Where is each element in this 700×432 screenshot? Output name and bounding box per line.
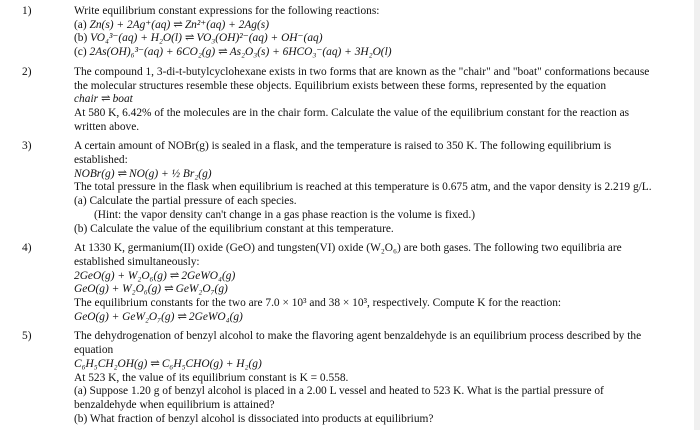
problem-number: 5) <box>22 330 32 343</box>
equilibrium-arrow-icon: ⇌ <box>169 269 179 282</box>
equation-rhs: As₂O₃(s) + 6HCO₃⁻(aq) + 3H₂O(l) <box>229 46 392 59</box>
equation <box>74 358 664 372</box>
equilibrium-arrow-icon: ⇌ <box>173 18 182 31</box>
equation <box>74 168 664 182</box>
equation-rhs: Zn²⁺(aq) + 2Ag(s) <box>184 18 270 31</box>
equation-lhs: VO₄³⁻(aq) + H₂O(l) <box>90 32 182 45</box>
problem-sheet <box>14 5 664 432</box>
equation <box>74 93 664 107</box>
equation <box>74 283 664 297</box>
right-edge-shadow <box>694 0 700 430</box>
part-b: (b) What fraction of benzyl alcohol is dissociated into products at equilibrium? <box>74 412 434 425</box>
problem-number: 4) <box>22 242 32 255</box>
part-label: (b) <box>74 32 91 45</box>
equation-rhs: C₆H₅CHO(g) + H₂(g) <box>161 357 262 370</box>
problem-number: 3) <box>22 140 32 153</box>
equation <box>74 19 664 33</box>
problem-text: The equilibrium constants for the two are 7.0 × 10³ and 38 × 10³, respectively. Compute K for the reaction: <box>74 297 562 310</box>
equation-lhs: 2As(OH)₆³⁻(aq) + 6CO₂(g) <box>89 46 216 59</box>
problem-1 <box>14 5 664 60</box>
problem-2 <box>14 66 664 135</box>
equation <box>74 311 664 325</box>
equation-lhs: NOBr(g) <box>74 167 115 180</box>
equation-lhs: 2GeO(g) + W₂O₆(g) <box>74 269 167 282</box>
equation <box>74 270 664 284</box>
equation-lhs: GeO(g) + GeW₂O₇(g) <box>74 310 175 323</box>
equation-rhs: VO₃(OH)²⁻(aq) + OH⁻(aq) <box>196 32 323 45</box>
problem-text: At 523 K, the value of its equilibrium constant is K = 0.558. <box>74 371 349 384</box>
problem-4 <box>14 242 664 324</box>
equation-lhs: GeO(g) + W₂O₆(g) <box>74 283 162 296</box>
equation-rhs: 2GeWO₄(g) <box>181 269 236 282</box>
equation-rhs: 2GeWO₄(g) <box>188 310 243 323</box>
hint: (Hint: the vapor density can't change in a gas phase reaction is the volume is fixed.) <box>94 208 475 221</box>
problem-number: 2) <box>22 65 32 78</box>
equation-lhs: chair <box>74 93 99 106</box>
problem-number: 1) <box>22 5 32 17</box>
equation <box>74 46 664 60</box>
equation <box>74 32 664 46</box>
equilibrium-arrow-icon: ⇌ <box>117 167 127 180</box>
equilibrium-arrow-icon: ⇌ <box>218 46 227 59</box>
part-a: (a) Suppose 1.20 g of benzyl alcohol is placed in a 2.00 L vessel and heated to 523 K. What is the partial pressure of benzaldehyde when equilibrium is attained? <box>74 385 604 411</box>
equilibrium-arrow-icon: ⇌ <box>177 310 186 323</box>
equilibrium-arrow-icon: ⇌ <box>164 283 173 296</box>
problem-text: Write equilibrium constant expressions for the following reactions: <box>74 5 380 17</box>
part-label: (a) <box>74 18 90 31</box>
problem-text: The total pressure in the flask when equilibrium is reached at this temperature is 0.675 atm, and the vapor density is 2.219 g/L. <box>74 181 652 194</box>
problem-3 <box>14 140 664 236</box>
equation-lhs: Zn(s) + 2Ag⁺(aq) <box>89 18 171 31</box>
part-a: (a) Calculate the partial pressure of each species. <box>74 195 297 208</box>
equation-lhs: C₆H₅CH₂OH(g) <box>74 357 148 370</box>
problem-text: The compound 1, 3-di-t-butylcyclohexane exists in two forms that are known as the "chair" and "boat" conformations because the molecular structures resemble these objects. Equilibrium exists between these forms, represented by the equation <box>74 65 650 92</box>
part-b: (b) Calculate the value of the equilibrium constant at this temperature. <box>74 222 394 235</box>
equilibrium-arrow-icon: ⇌ <box>150 357 159 370</box>
problem-text: At 1330 K, germanium(II) oxide (GeO) and tungsten(VI) oxide (W₂O₆) are both gases. The following two equilibria are established simultaneously: <box>74 242 622 268</box>
problem-text: At 580 K, 6.42% of the molecules are in the chair form. Calculate the value of the equilibrium constant for the reaction as written above. <box>74 106 630 133</box>
problem-text: A certain amount of NOBr(g) is sealed in a flask, and the temperature is raised to 350 K. The following equilibrium is established: <box>74 140 612 167</box>
part-label: (c) <box>74 46 90 59</box>
equilibrium-arrow-icon: ⇌ <box>101 93 110 106</box>
problem-5 <box>14 330 664 426</box>
equilibrium-arrow-icon: ⇌ <box>184 32 194 45</box>
equation-rhs: GeW₂O₇(g) <box>175 283 228 296</box>
problem-text: The dehydrogenation of benzyl alcohol to make the flavoring agent benzaldehyde is an equilibrium process described by the equation <box>74 330 642 357</box>
equation-rhs: boat <box>112 93 133 106</box>
equation-rhs: NO(g) + ½ Br₂(g) <box>129 167 212 180</box>
